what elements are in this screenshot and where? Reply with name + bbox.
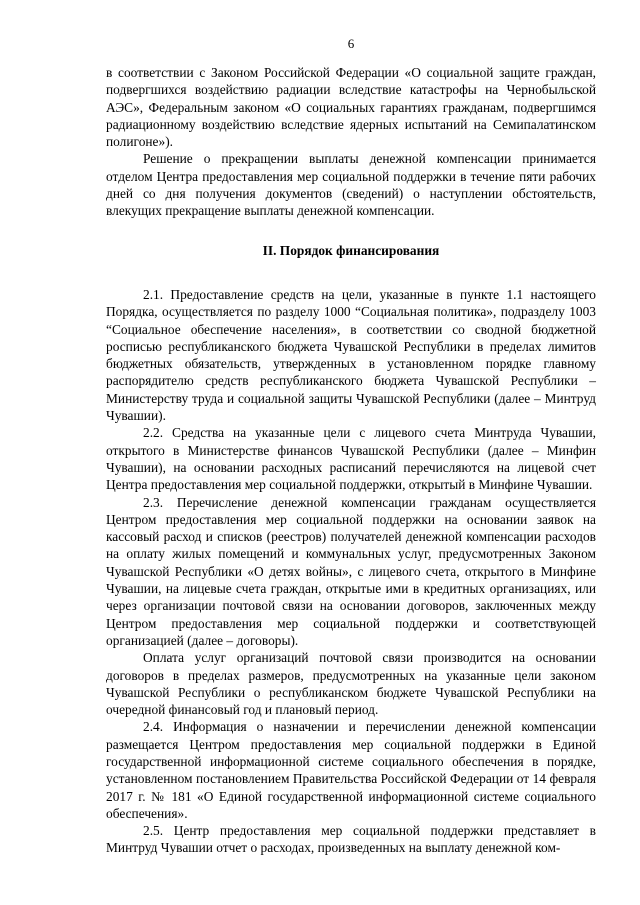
- paragraph: Решение о прекращении выплаты денежной компенсации принимается отделом Центра предоставления мер социальной поддержки в течение пяти рабочих дней со дня получения документов (сведений) о наступлении обстоятельств, влекущих прекращение выплаты денежной компенсации.: [106, 151, 596, 219]
- paragraph: 2.5. Центр предоставления мер социальной поддержки представляет в Минтруд Чувашии отчет о расходах, произведенных на выплату денежной ком-: [106, 823, 596, 856]
- paragraph: в соответствии с Законом Российской Федерации «О социальной защите граждан, подвергшихся воздействию радиации вследствие катастрофы на Чернобыльской АЭС», Федеральным законом «О социальных гарантиях гражданам, подвергшимся радиационному воздействию вследствие ядерных испытаний на Семипалатинском полигоне»).: [106, 65, 596, 150]
- section-heading: II. Порядок финансирования: [262, 242, 440, 258]
- text-block-after: [106, 286, 596, 857]
- paragraph: Оплата услуг организаций почтовой связи производится на основании договоров в пределах размеров, предусмотренных на указанные цели законом Чувашской Республики о республиканском бюджете Чувашской Республики на очередной финансовый год и плановый период.: [106, 650, 596, 718]
- paragraph: 2.3. Перечисление денежной компенсации гражданам осуществляется Центром предоставления мер социальной поддержки на основании заявок на кассовый расход и списков (реестров) получателей денежной компенсации расходов на оплату жилых помещений и коммунальных услуг, предусмотренных Законом Чувашской Республики «О детях войны», с лицевого счета, открытого в Минфине Чувашии, на лицевые счета граждан, открытые ими в кредитных организациях, или через организации почтовой связи на основании договоров, заключенных между Центром предоставления мер социальной поддержки и соответствующей организацией (далее – договоры).: [106, 494, 596, 648]
- paragraph: 2.1. Предоставление средств на цели, указанные в пункте 1.1 настоящего Порядка, осуществляется по разделу 1000 “Социальная политика», подразделу 1003 “Социальное обеспечение населения», в соответствии со сводной бюджетной росписью республиканского бюджета Чувашской Республики в пределах лимитов бюджетных обязательств, утвержденных в установленном порядке главному распорядителю средств республиканского бюджета Чувашской Республики – Министерству труда и социальной защиты Чувашской Республики (далее – Минтруд Чувашии).: [106, 286, 596, 424]
- document-page: [106, 36, 596, 857]
- paragraph: 2.2. Средства на указанные цели с лицевого счета Минтруда Чувашии, открытого в Министерстве финансов Чувашской Республики (далее – Минфин Чувашии), на основании расходных расписаний перечисляются на лицевой счет Центра предоставления мер социальной поддержки, открытый в Минфине Чувашии.: [106, 425, 596, 493]
- page-number: 6: [347, 36, 355, 51]
- text-block-before: [106, 64, 596, 220]
- paragraph: 2.4. Информация о назначении и перечислении денежной компенсации размещается Центром предоставления мер социальной поддержки в Единой государственной информационной системе социального обеспечения в порядке, установленном постановлением Правительства Российской Федерации от 14 февраля 2017 г. № 181 «О Единой государственной информационной системе социального обеспечения».: [106, 719, 596, 821]
